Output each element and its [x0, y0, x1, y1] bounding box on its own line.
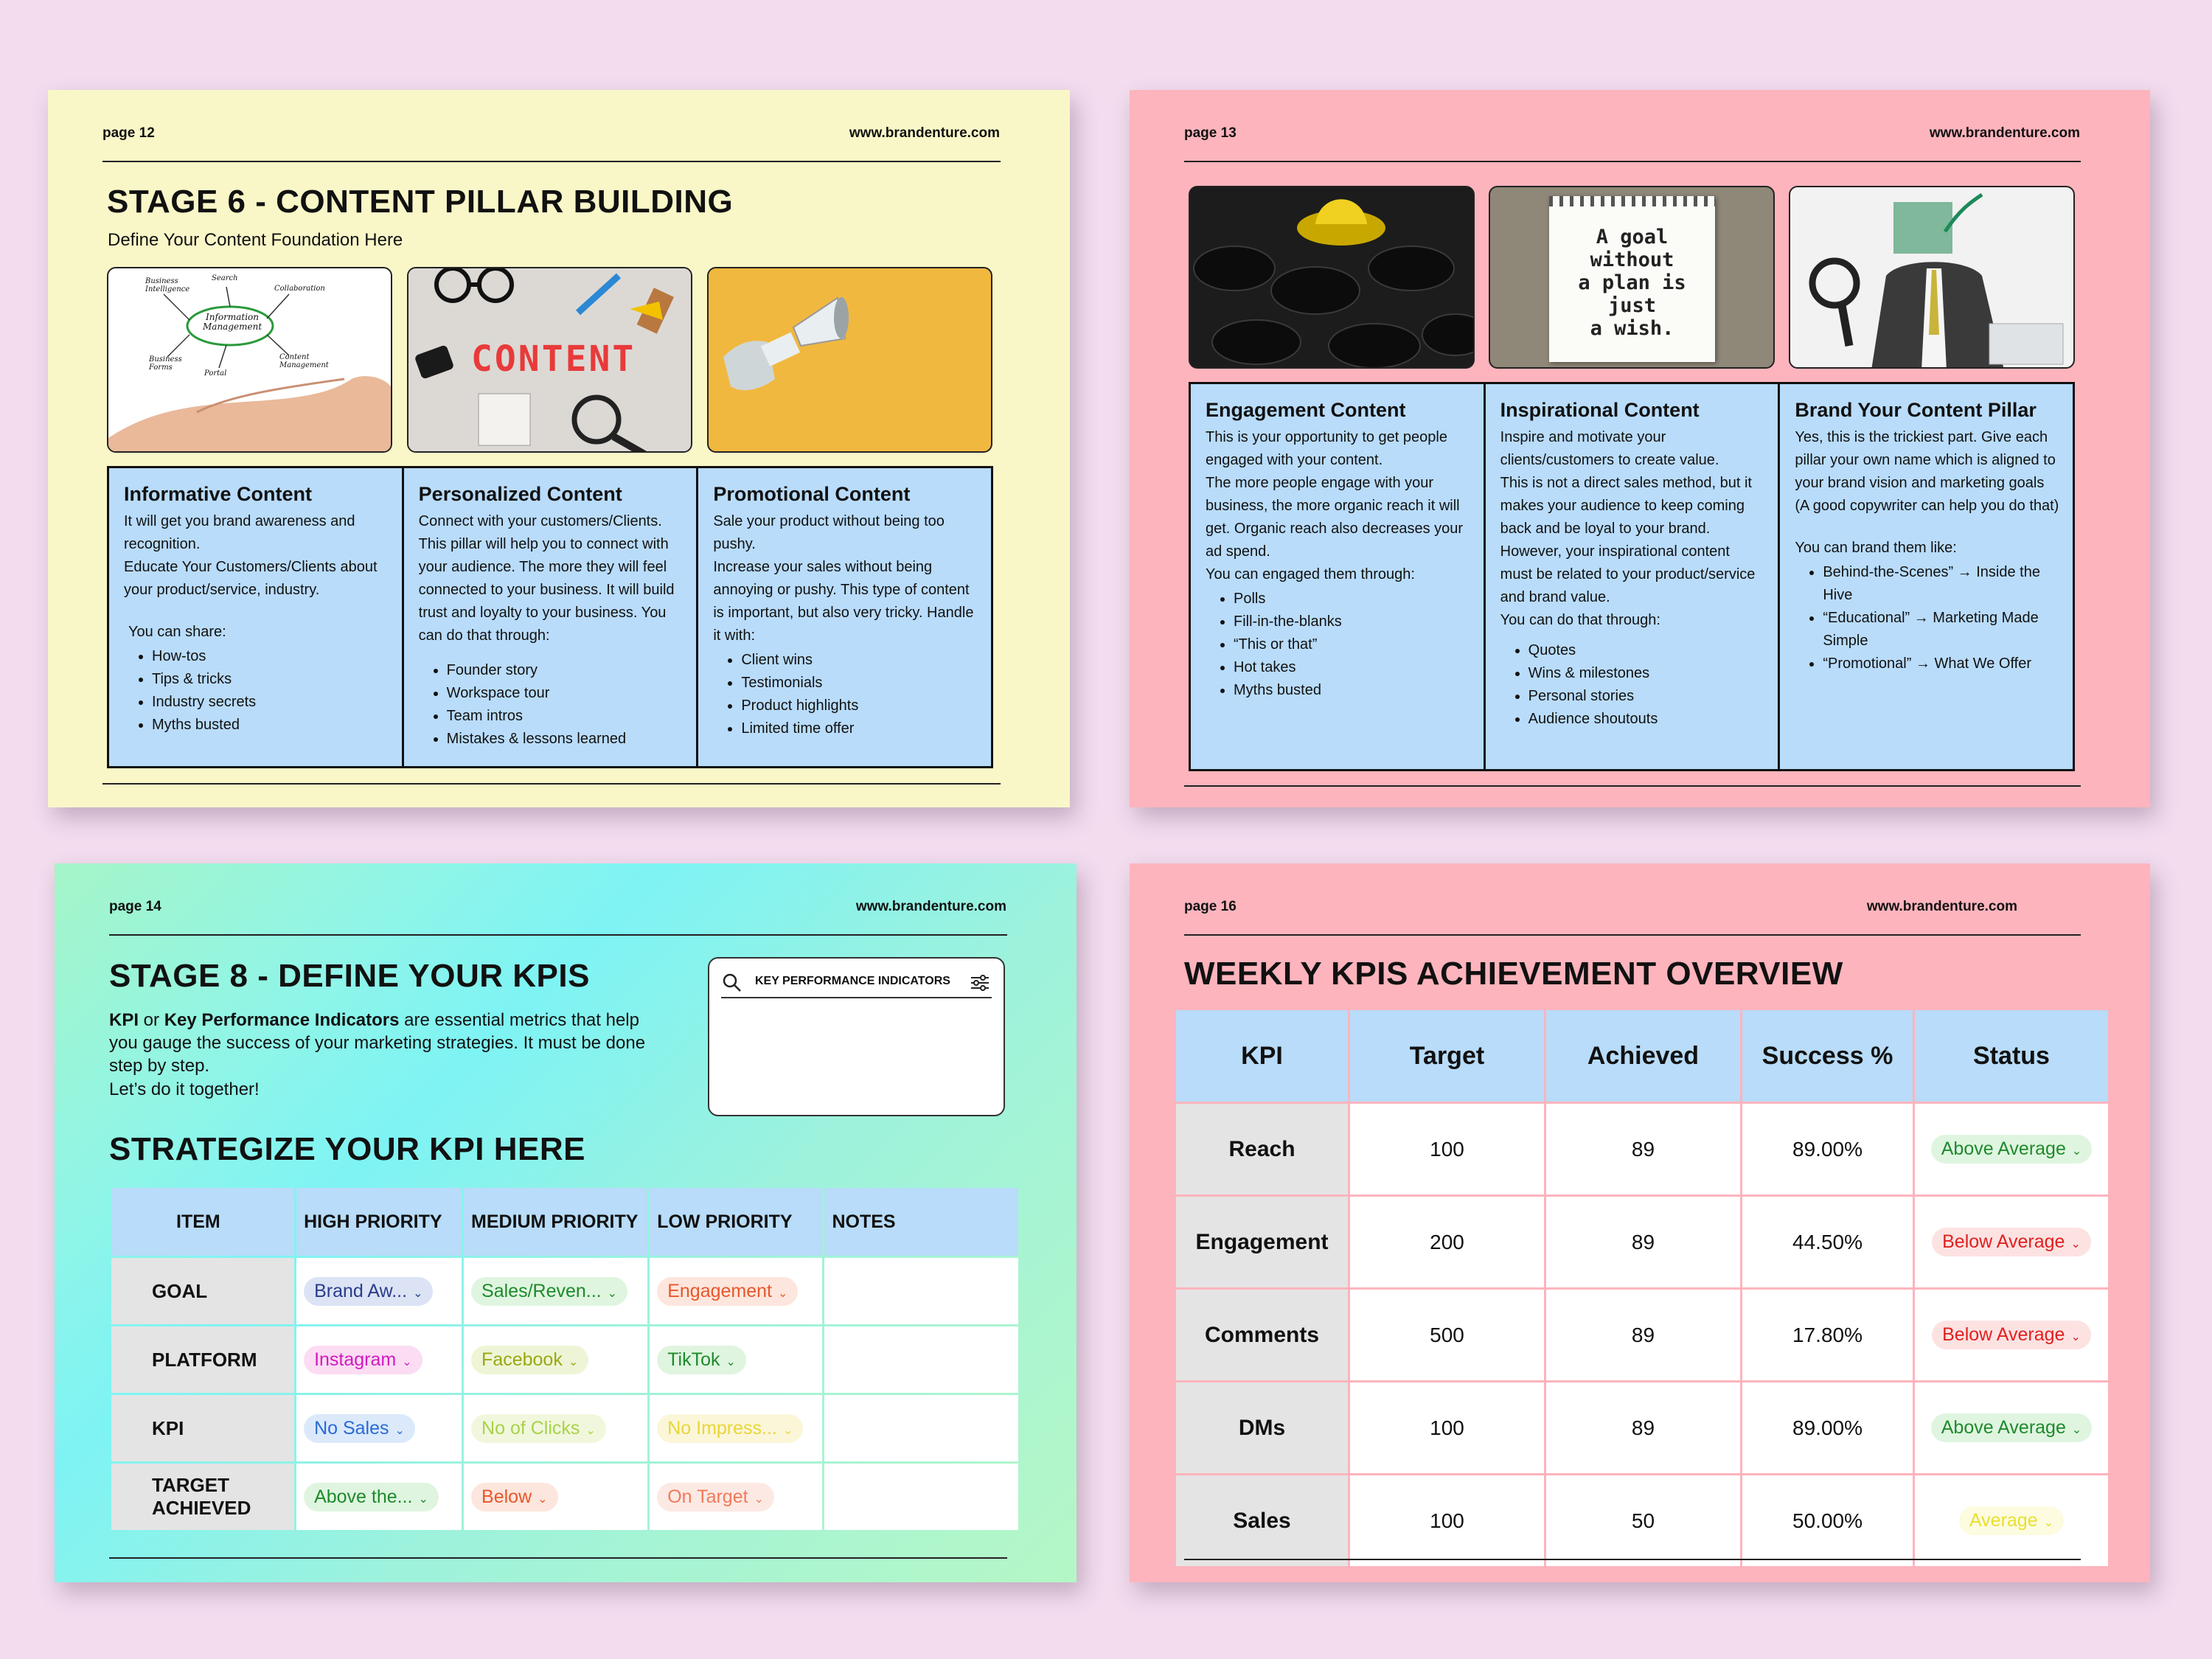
row-label: PLATFORM — [111, 1326, 294, 1393]
chip-label: Below — [481, 1486, 532, 1507]
chevron-down-icon: ⌄ — [2070, 1238, 2081, 1251]
table-cell — [650, 1326, 822, 1393]
row-label: GOAL — [111, 1258, 294, 1324]
chip-label: Below Average — [1942, 1324, 2065, 1345]
priority-dropdown[interactable] — [471, 1346, 588, 1374]
site-url[interactable]: www.brandenture.com — [1929, 125, 2080, 141]
success-cell: 50.00% — [1742, 1475, 1914, 1568]
card-text: It will get you brand awareness and recognition. — [124, 513, 355, 553]
search-label: KEY PERFORMANCE INDICATORS — [755, 975, 950, 987]
list-item: • Wins & milestones — [1528, 662, 1765, 685]
status-dropdown[interactable] — [1959, 1506, 2064, 1535]
chip-label: Brand Aw... — [314, 1280, 408, 1301]
page-12 — [48, 90, 1070, 807]
divider — [1184, 785, 2081, 787]
card-title: Promotional Content — [713, 483, 911, 505]
status-cell — [1914, 1289, 2110, 1382]
card-lead: You can share: — [128, 624, 226, 641]
page-16 — [1130, 863, 2150, 1582]
content-pillar-cards — [107, 466, 993, 768]
priority-dropdown[interactable] — [657, 1277, 798, 1306]
chip-label: No of Clicks — [481, 1417, 580, 1439]
status-dropdown[interactable] — [1932, 1228, 2091, 1256]
list-item: • Team intros — [447, 705, 684, 728]
card-text: Connect with your customers/Clients. — [418, 513, 662, 530]
diagram-center-label: Information Management — [203, 312, 262, 333]
list-item: • Limited time offer — [741, 717, 978, 740]
table-cell — [296, 1258, 462, 1324]
chip-label: Above the... — [314, 1486, 413, 1507]
site-url[interactable]: www.brandenture.com — [1866, 899, 2017, 914]
table-row — [111, 1258, 1018, 1324]
list-item: • Industry secrets — [152, 691, 389, 714]
weekly-kpi-table — [1174, 1008, 2110, 1568]
row-label: Sales — [1175, 1475, 1349, 1568]
chevron-down-icon: ⌄ — [568, 1355, 579, 1368]
quote-text: A goal without a plan is just a wish. — [1578, 226, 1686, 341]
achieved-cell: 89 — [1545, 1103, 1742, 1196]
card-list — [1500, 639, 1765, 731]
list-item: • “Promotional” → What We Offer — [1823, 653, 2059, 675]
card-text: This pillar will help you to connect with your audience. The more they will feel connected to your business. It will build trust and loyalty to your business. You can do that through: — [418, 536, 675, 644]
row-label: Reach — [1175, 1103, 1349, 1196]
table-row — [111, 1326, 1018, 1393]
chip-label: TikTok — [667, 1349, 720, 1370]
search-icon — [723, 973, 742, 992]
chevron-down-icon: ⌄ — [2071, 1424, 2082, 1436]
kpi-search-panel — [708, 957, 1005, 1116]
intro-text: KPI or Key Performance Indicators are essential metrics that help you gauge the success of your marketing strategies. It must be done step by step. Let’s do it together! — [109, 1010, 646, 1099]
megaphone-image — [707, 267, 992, 453]
row-label: DMs — [1175, 1382, 1349, 1475]
table-cell — [464, 1395, 647, 1461]
priority-dropdown[interactable] — [304, 1414, 415, 1443]
achieved-cell: 89 — [1545, 1289, 1742, 1382]
list-item: • “Educational” → Marketing Made Simple — [1823, 607, 2059, 653]
divider — [109, 1557, 1007, 1559]
list-item: • Mistakes & lessons learned — [447, 728, 684, 751]
page-number: page 16 — [1184, 899, 1237, 914]
column-header: ITEM — [111, 1188, 294, 1256]
column-header: Target — [1349, 1009, 1545, 1103]
card-list — [1206, 588, 1470, 702]
card-text: Sale your product without being too pushy. — [713, 513, 945, 553]
card-title: Informative Content — [124, 483, 313, 505]
search-bar[interactable] — [721, 969, 992, 998]
chevron-down-icon: ⌄ — [538, 1492, 548, 1506]
card-informative — [109, 468, 404, 766]
card-title: Inspirational Content — [1500, 399, 1700, 421]
column-header: NOTES — [824, 1188, 1018, 1256]
card-text: You can engaged them through: — [1206, 566, 1415, 583]
row-label: TARGET ACHIEVED — [111, 1464, 294, 1530]
card-list — [124, 645, 389, 737]
target-cell: 100 — [1349, 1382, 1545, 1475]
priority-dropdown[interactable] — [304, 1277, 433, 1306]
table-cell — [650, 1464, 822, 1530]
content-word: CONTENT — [471, 338, 636, 380]
chevron-down-icon: ⌄ — [2071, 1145, 2082, 1158]
diagram-node: Portal — [204, 369, 227, 378]
row-label: Comments — [1175, 1289, 1349, 1382]
list-item: • Polls — [1234, 588, 1470, 611]
card-title: Brand Your Content Pillar — [1795, 399, 2037, 421]
card-title: Personalized Content — [418, 483, 622, 505]
achieved-cell: 50 — [1545, 1475, 1742, 1568]
notepad — [1549, 196, 1715, 362]
success-cell: 89.00% — [1742, 1382, 1914, 1475]
chevron-down-icon: ⌄ — [726, 1355, 736, 1368]
table-row — [1175, 1475, 2110, 1568]
table-row — [1175, 1289, 2110, 1382]
status-dropdown[interactable] — [1932, 1321, 2091, 1349]
chevron-down-icon: ⌄ — [394, 1424, 405, 1437]
table-cell — [464, 1326, 647, 1393]
goal-note-image — [1489, 186, 1775, 369]
site-url[interactable]: www.brandenture.com — [849, 125, 1000, 141]
card-list — [419, 659, 684, 751]
target-cell: 100 — [1349, 1475, 1545, 1568]
card-inspirational — [1486, 384, 1781, 769]
page-title: STAGE 8 - DEFINE YOUR KPIS — [109, 958, 590, 994]
divider — [1184, 1559, 2081, 1560]
column-header: Success % — [1742, 1009, 1914, 1103]
table-row — [111, 1464, 1018, 1530]
table-cell — [296, 1395, 462, 1461]
list-item: • Workspace tour — [447, 682, 684, 705]
chevron-down-icon: ⌄ — [2043, 1517, 2054, 1529]
page-number: page 13 — [1184, 125, 1237, 141]
table-row — [1175, 1103, 2110, 1196]
status-cell — [1914, 1103, 2110, 1196]
table-row — [1175, 1382, 2110, 1475]
priority-dropdown[interactable] — [471, 1277, 627, 1306]
hats-illustration — [1190, 187, 1475, 369]
row-label: KPI — [111, 1395, 294, 1461]
chip-label: On Target — [667, 1486, 748, 1507]
priority-dropdown[interactable] — [657, 1414, 803, 1443]
priority-dropdown[interactable] — [657, 1346, 746, 1374]
card-text: This is not a direct sales method, but it makes your audience to keep coming back and be loyal to your brand. However, your inspirational content must be related to your product/service and brand value. — [1500, 475, 1756, 606]
list-item: • Myths busted — [152, 714, 389, 737]
chip-label: No Impress... — [667, 1417, 777, 1439]
divider — [1184, 934, 2081, 936]
card-text: Yes, this is the trickiest part. Give each pillar your own name which is aligned to your brand vision and marketing goals (A good copywriter can help you do that) — [1795, 429, 2059, 515]
table-cell — [464, 1464, 647, 1530]
priority-dropdown[interactable] — [471, 1414, 606, 1443]
card-title: Engagement Content — [1206, 399, 1406, 421]
card-personalized — [404, 468, 699, 766]
priority-dropdown[interactable] — [657, 1483, 774, 1512]
diagram-node: Business Intelligence — [145, 277, 190, 293]
filter-icon[interactable] — [970, 973, 990, 992]
divider — [102, 783, 1001, 785]
page-14 — [55, 863, 1077, 1582]
list-item: • Myths busted — [1234, 679, 1470, 702]
list-item: • Product highlights — [741, 695, 978, 717]
status-cell — [1914, 1382, 2110, 1475]
businessman-image — [1789, 186, 2075, 369]
card-lead: You can brand them like: — [1795, 540, 1957, 557]
table-cell — [296, 1326, 462, 1393]
column-header: HIGH PRIORITY — [296, 1188, 462, 1256]
page-subtitle: Define Your Content Foundation Here — [108, 230, 403, 250]
list-item: • Client wins — [741, 649, 978, 672]
card-engagement — [1191, 384, 1486, 769]
chip-label: Above Average — [1941, 1138, 2066, 1159]
notes-cell[interactable] — [824, 1258, 1018, 1324]
chevron-down-icon: ⌄ — [754, 1492, 764, 1506]
notes-cell[interactable] — [824, 1464, 1018, 1530]
table-cell — [650, 1395, 822, 1461]
row-label: Engagement — [1175, 1196, 1349, 1289]
list-item: • Founder story — [447, 659, 684, 682]
chip-label: Sales/Reven... — [481, 1280, 602, 1301]
page-13 — [1130, 90, 2150, 807]
hats-image — [1189, 186, 1475, 369]
notes-cell[interactable] — [824, 1395, 1018, 1461]
status-cell — [1914, 1475, 2110, 1568]
success-cell: 17.80% — [1742, 1289, 1914, 1382]
card-text: This is your opportunity to get people engaged with your content. — [1206, 429, 1447, 469]
diagram-node: Collaboration — [274, 285, 325, 293]
divider — [109, 934, 1007, 936]
chevron-down-icon: ⌄ — [782, 1424, 793, 1437]
diagram-node: Content Management — [279, 353, 329, 369]
table-row — [1175, 1196, 2110, 1289]
list-item: • Fill-in-the-blanks — [1234, 611, 1470, 633]
column-header: Status — [1914, 1009, 2110, 1103]
page-number: page 14 — [109, 899, 161, 914]
chevron-down-icon: ⌄ — [2070, 1331, 2081, 1343]
site-url[interactable]: www.brandenture.com — [855, 899, 1006, 914]
section-title: STRATEGIZE YOUR KPI HERE — [109, 1131, 586, 1167]
chevron-down-icon: ⌄ — [585, 1424, 596, 1437]
list-item: • Testimonials — [741, 672, 978, 695]
divider — [102, 161, 1001, 162]
chip-label: Below Average — [1942, 1231, 2065, 1252]
target-cell: 200 — [1349, 1196, 1545, 1289]
chip-label: Facebook — [481, 1349, 563, 1370]
chip-label: Above Average — [1941, 1417, 2066, 1438]
list-item: • Audience shoutouts — [1528, 708, 1765, 731]
page-title: WEEKLY KPIS ACHIEVEMENT OVERVIEW — [1184, 956, 1843, 992]
card-text: Inspire and motivate your clients/customers to create value. — [1500, 429, 1719, 469]
table-cell — [296, 1464, 462, 1530]
list-item: • “This or that” — [1234, 633, 1470, 656]
card-text: Increase your sales without being annoying or pushy. This type of content is important, but also very tricky. Handle it with: — [713, 559, 974, 644]
chip-label: Average — [1969, 1510, 2038, 1531]
notes-cell[interactable] — [824, 1326, 1018, 1393]
diagram-image — [107, 267, 392, 453]
chip-label: No Sales — [314, 1417, 389, 1439]
target-cell: 100 — [1349, 1103, 1545, 1196]
priority-dropdown[interactable] — [471, 1483, 558, 1512]
card-list — [713, 649, 978, 740]
column-header: MEDIUM PRIORITY — [464, 1188, 647, 1256]
chevron-down-icon: ⌄ — [418, 1492, 428, 1506]
card-brand-pillar — [1780, 384, 2073, 769]
divider — [1184, 161, 2081, 162]
chevron-down-icon: ⌄ — [413, 1287, 423, 1300]
diagram-node: Business Forms — [149, 355, 182, 372]
list-item: • How-tos — [152, 645, 389, 668]
status-dropdown[interactable] — [1931, 1135, 2093, 1164]
column-header: KPI — [1175, 1009, 1349, 1103]
priority-dropdown[interactable] — [304, 1346, 422, 1374]
priority-dropdown[interactable] — [304, 1483, 439, 1512]
diagram-node: Search — [212, 274, 238, 282]
content-pillar-cards — [1189, 382, 2075, 771]
chevron-down-icon: ⌄ — [778, 1287, 788, 1300]
table-row — [111, 1395, 1018, 1461]
card-list — [1795, 561, 2059, 675]
achieved-cell: 89 — [1545, 1196, 1742, 1289]
chevron-down-icon: ⌄ — [402, 1355, 412, 1368]
table-cell — [650, 1258, 822, 1324]
card-text: Educate Your Customers/Clients about your product/service, industry. — [124, 559, 378, 599]
megaphone-icon — [709, 268, 992, 453]
card-text: You can do that through: — [1500, 612, 1660, 629]
content-letters-image — [407, 267, 692, 453]
page-title: STAGE 6 - CONTENT PILLAR BUILDING — [107, 184, 734, 220]
status-cell — [1914, 1196, 2110, 1289]
magnifier-icon — [1790, 187, 2075, 369]
target-cell: 500 — [1349, 1289, 1545, 1382]
list-item: • Personal stories — [1528, 685, 1765, 708]
chip-label: Instagram — [314, 1349, 397, 1370]
list-item: • Tips & tricks — [152, 668, 389, 691]
status-dropdown[interactable] — [1931, 1413, 2093, 1442]
list-item: • Hot takes — [1234, 656, 1470, 679]
list-item: • Behind-the-Scenes” → Inside the Hive — [1823, 561, 2059, 607]
achieved-cell: 89 — [1545, 1382, 1742, 1475]
success-cell: 89.00% — [1742, 1103, 1914, 1196]
card-text: The more people engage with your business, the more organic reach it will get. Organic reach also decreases your ad spend. — [1206, 475, 1464, 560]
chip-label: Engagement — [667, 1280, 772, 1301]
chevron-down-icon: ⌄ — [607, 1287, 618, 1300]
success-cell: 44.50% — [1742, 1196, 1914, 1289]
table-cell — [464, 1258, 647, 1324]
column-header: Achieved — [1545, 1009, 1742, 1103]
card-promotional — [698, 468, 991, 766]
column-header: LOW PRIORITY — [650, 1188, 822, 1256]
page-number: page 12 — [102, 125, 155, 141]
list-item: • Quotes — [1528, 639, 1765, 662]
kpi-strategy-table — [109, 1186, 1020, 1532]
